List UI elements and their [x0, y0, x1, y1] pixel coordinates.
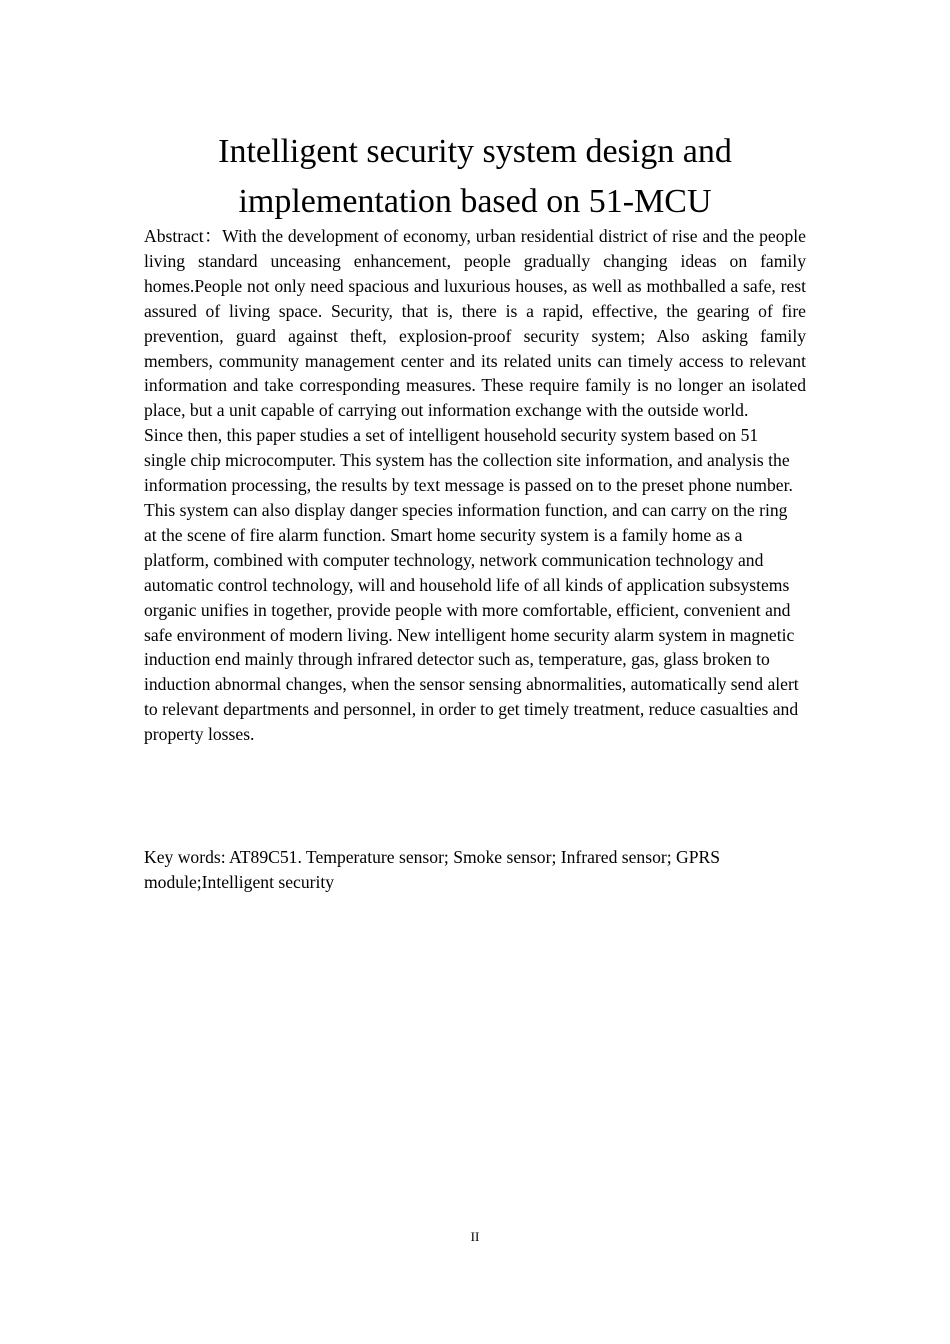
abstract-paragraph-1-text: With the development of economy, urban residential district of rise and the people living standard unceasing enhancement, people gradually changing ideas on family homes.People not only need spacious and luxurious houses, as well as mothballed a safe, rest assured of living space. Security, that is, there is a rapid, effective, the gearing of fire prevention, guard against theft, explosion-proof security system; Also asking family members, community management center and its related units can timely access to relevant information and take corresponding measures. These require family is no longer an isolated place, but a unit capable of carrying out information exchange with the outside world. — [144, 226, 806, 421]
abstract-label: Abstract： — [144, 226, 223, 246]
page-number: II — [470, 1229, 480, 1244]
page-title — [144, 127, 806, 227]
abstract-section — [144, 224, 806, 747]
title-line-1: Intelligent security system design and — [218, 133, 732, 170]
abstract-paragraph-1 — [144, 224, 806, 423]
keywords: Key words: AT89C51. Temperature sensor; Smoke sensor; Infrared sensor; GPRS module;Intelligent security — [144, 847, 721, 892]
title-line-2: implementation based on 51-MCU — [238, 183, 712, 220]
abstract-paragraph-2: Since then, this paper studies a set of intelligent household security system based on 51 single chip microcomputer. This system has the collection site information, and analysis the information processing, the results by text message is passed on to the preset phone number. This system can also display danger species information function, and can carry on the ring at the scene of fire alarm function. Smart home security system is a family home as a platform, combined with computer technology, network communication technology and automatic control technology, will and household life of all kinds of application subsystems organic unifies in together, provide people with more comfortable, efficient, convenient and safe environment of modern living. New intelligent home security alarm system in magnetic induction end mainly through infrared detector such as, temperature, gas, glass broken to induction abnormal changes, when the sensor sensing abnormalities, automatically send alert to relevant departments and personnel, in order to get timely treatment, reduce casualties and property losses. — [144, 425, 799, 745]
